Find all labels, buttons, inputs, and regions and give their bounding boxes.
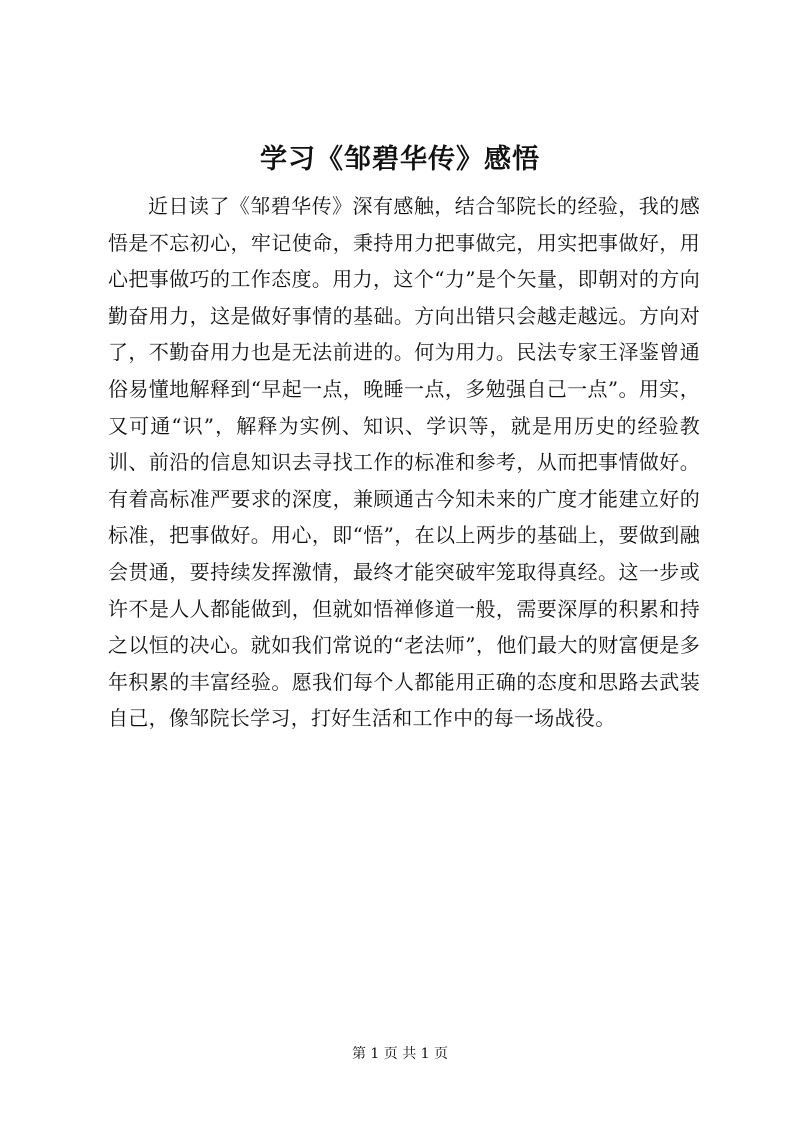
page-number-footer: 第 1 页 共 1 页 xyxy=(351,1046,449,1062)
document-title: 学习《邹碧华传》感悟 xyxy=(260,144,540,175)
body-paragraph: 近日读了《邹碧华传》深有感触，结合邹院长的经验，我的感悟是不忘初心，牢记使命，秉持用力把事做完，用实把事做好，用心把事做巧的工作态度。用力，这个“力”是个矢量，即朝对的方向勤奋用力，这是做好事情的基础。方向出错只会越走越远。方向对了，不勤奋用力也是无法前进的。何为用力。民法专家王泽鉴曾通俗易懂地解释到“早起一点，晚睡一点，多勉强自己一点”。用实，又可通“识”，解释为实例、知识、学识等，就是用历史的经验教训、前沿的信息知识去寻找工作的标准和参考，从而把事情做好。有着高标准严要求的深度，兼顾通古今知未来的广度才能建立好的标准，把事做好。用心，即“悟”，在以上两步的基础上，要做到融会贯通，要持续发挥激情，最终才能突破牢笼取得真经。这一步或许不是人人都能做到，但就如悟禅修道一般，需要深厚的积累和持之以恒的决心。就如我们常说的“老法师”，他们最大的财富便是多年积累的丰富经验。愿我们每个人都能用正确的态度和思路去武装自己，像邹院长学习，打好生活和工作中的每一场战役。 xyxy=(108,194,700,731)
